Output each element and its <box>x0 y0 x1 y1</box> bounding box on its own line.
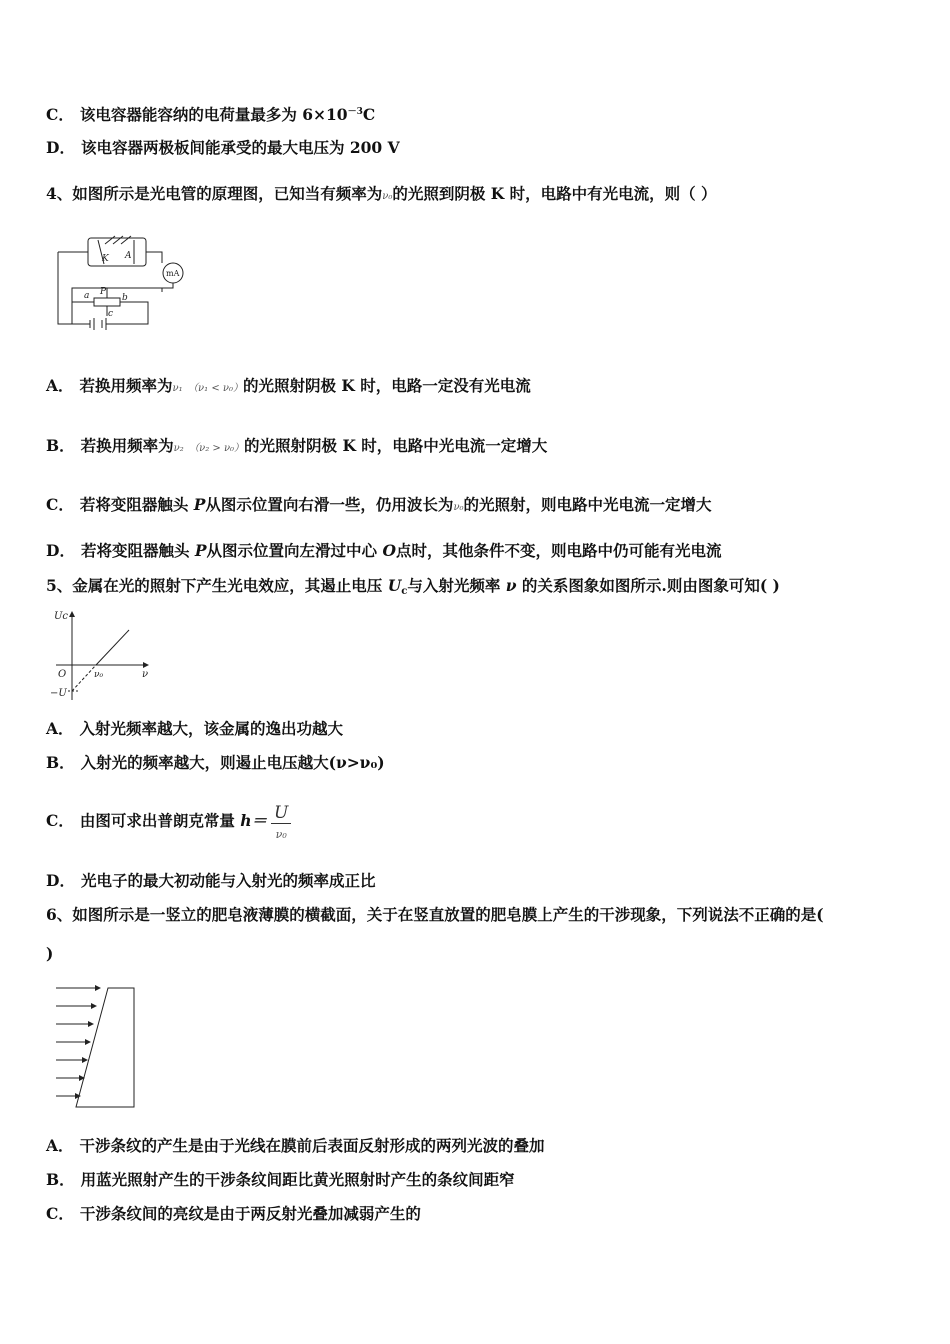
light-rays <box>105 236 131 244</box>
option-label: C． <box>46 1204 74 1223</box>
origin-label: O <box>58 669 67 680</box>
option-text: 从图示位置向右滑一些，仍用波长为 <box>205 495 454 514</box>
label-p: P <box>100 287 107 297</box>
option-label: D． <box>46 871 75 890</box>
option-text: 的光照射阴极 K 时，电路一定没有光电流 <box>242 376 531 395</box>
option-label: B． <box>46 1170 75 1189</box>
option-text: 若换用频率为 <box>80 436 174 455</box>
q5-option-c <box>46 786 291 856</box>
nu0-symbol: ν₀ <box>382 191 393 202</box>
x-axis-label: ν <box>142 669 149 680</box>
exponent: －3 <box>347 107 363 117</box>
option-label: A． <box>46 376 74 395</box>
q4-stem <box>46 184 717 207</box>
fraction-denominator: ν₀ <box>275 828 287 841</box>
v0-label: ν₀ <box>94 670 104 680</box>
stem-text: 的光照到阴极 K 时，电路中有光电流，则（ ） <box>392 184 717 203</box>
stem-text: 4、如图所示是光电管的原理图，已知当有频率为 <box>46 184 383 203</box>
option-text: 光电子的最大初动能与入射光的频率成正比 <box>80 871 376 890</box>
option-text: 的光照射，则电路中光电流一定增大 <box>463 495 712 514</box>
wire-right-top <box>146 252 162 263</box>
q6-stem-close <box>46 944 53 964</box>
q4-option-c <box>46 495 712 518</box>
neg-u-label: −U <box>50 688 67 699</box>
option-label: B． <box>46 753 75 772</box>
wire-return <box>72 283 173 324</box>
option-text: 入射光频率越大，该金属的逸出功越大 <box>79 719 344 738</box>
q5-option-b <box>46 753 385 773</box>
option-text: 若将变阻器触头 <box>79 495 189 514</box>
option-label: C． <box>46 105 74 124</box>
fraction <box>271 803 291 841</box>
q4-option-d <box>46 541 721 561</box>
stem-text: 的关系图象如图所示.则由图象可知( ) <box>521 576 780 595</box>
q5-option-a <box>46 719 343 739</box>
label-k: K <box>102 254 109 264</box>
q6-stem <box>46 905 824 925</box>
option-text: 该电容器两极板间能承受的最大电压为 200 V <box>80 138 400 157</box>
option-text: 干涉条纹间的亮纹是由于两反射光叠加减弱产生的 <box>79 1204 421 1223</box>
option-label: B． <box>46 436 75 455</box>
option-text: 点时，其他条件不变，则电路中仍可能有光电流 <box>395 541 722 560</box>
option-text: 的光照射阴极 K 时，电路中光电流一定增大 <box>244 436 548 455</box>
p-symbol: P <box>194 541 207 560</box>
v-symbol: ν <box>505 576 517 595</box>
q6-option-a <box>46 1136 545 1156</box>
option-text: 入射光的频率越大，则遏止电压越大(ν>ν₀) <box>80 753 385 772</box>
uc-symbol: U <box>387 576 402 595</box>
option-text: 由图可求出普朗克常量 <box>79 811 235 830</box>
option-text: 该电容器能容纳的电荷量最多为 6×10 <box>79 105 348 124</box>
soap-film-cross-section <box>50 980 140 1112</box>
nu0-symbol: ν₀ <box>453 502 464 513</box>
q4-option-b <box>46 436 547 459</box>
nu2-symbol: ν₂ <box>173 443 184 454</box>
option-label: A． <box>46 719 74 738</box>
option-text: 若将变阻器触头 <box>80 541 190 560</box>
label-a-lower: a <box>84 291 90 301</box>
option-label: D． <box>46 138 75 157</box>
q3-option-c <box>46 102 375 125</box>
option-label: A． <box>46 1136 74 1155</box>
battery <box>90 318 106 330</box>
photocell-circuit-diagram <box>50 228 190 340</box>
h-symbol: h＝ <box>240 811 268 830</box>
fraction-numerator: U <box>271 803 291 824</box>
p-symbol: P <box>193 495 206 514</box>
condition: （ν₂ > ν₀） <box>189 443 245 454</box>
phototube <box>88 238 146 266</box>
label-b-lower: b <box>122 293 128 303</box>
stem-text: 6、如图所示是一竖立的肥皂液薄膜的横截面，关于在竖直放置的肥皂膜上产生的干涉现象，下列说法不正确的是( <box>46 905 824 924</box>
q4-option-a <box>46 376 531 399</box>
q6-option-b <box>46 1170 515 1190</box>
option-label: C． <box>46 495 74 514</box>
q3-option-d <box>46 138 400 158</box>
uc-line <box>96 630 129 665</box>
uc-line-extension <box>72 665 96 691</box>
stem-text: 与入射光频率 <box>407 576 501 595</box>
stem-text: 5、金属在光的照射下产生光电效应，其遏止电压 <box>46 576 383 595</box>
label-a: A <box>125 251 132 261</box>
q5-option-d <box>46 871 375 891</box>
q6-option-c <box>46 1204 421 1224</box>
option-text: 用蓝光照射产生的干涉条纹间距比黄光照射时产生的条纹间距窄 <box>80 1170 515 1189</box>
y-axis-label: Uc <box>54 611 69 622</box>
label-c-lower: c <box>108 309 114 319</box>
unit: C <box>362 105 376 124</box>
option-label: C． <box>46 811 74 830</box>
stem-text: ) <box>46 944 54 963</box>
option-text: 从图示位置向左滑过中心 <box>206 541 378 560</box>
condition: （ν₁ < ν₀） <box>188 383 243 394</box>
uc-subscript: c <box>401 586 408 597</box>
option-text: 若换用频率为 <box>79 376 173 395</box>
rheostat <box>94 298 120 306</box>
option-text: 干涉条纹的产生是由于光线在膜前后表面反射形成的两列光波的叠加 <box>79 1136 545 1155</box>
o-symbol: O <box>382 541 396 560</box>
uc-vs-frequency-graph <box>44 604 164 706</box>
label-ma: mA <box>166 269 180 278</box>
nu1-symbol: ν₁ <box>172 383 183 394</box>
q5-stem <box>46 576 780 602</box>
option-label: D． <box>46 541 75 560</box>
